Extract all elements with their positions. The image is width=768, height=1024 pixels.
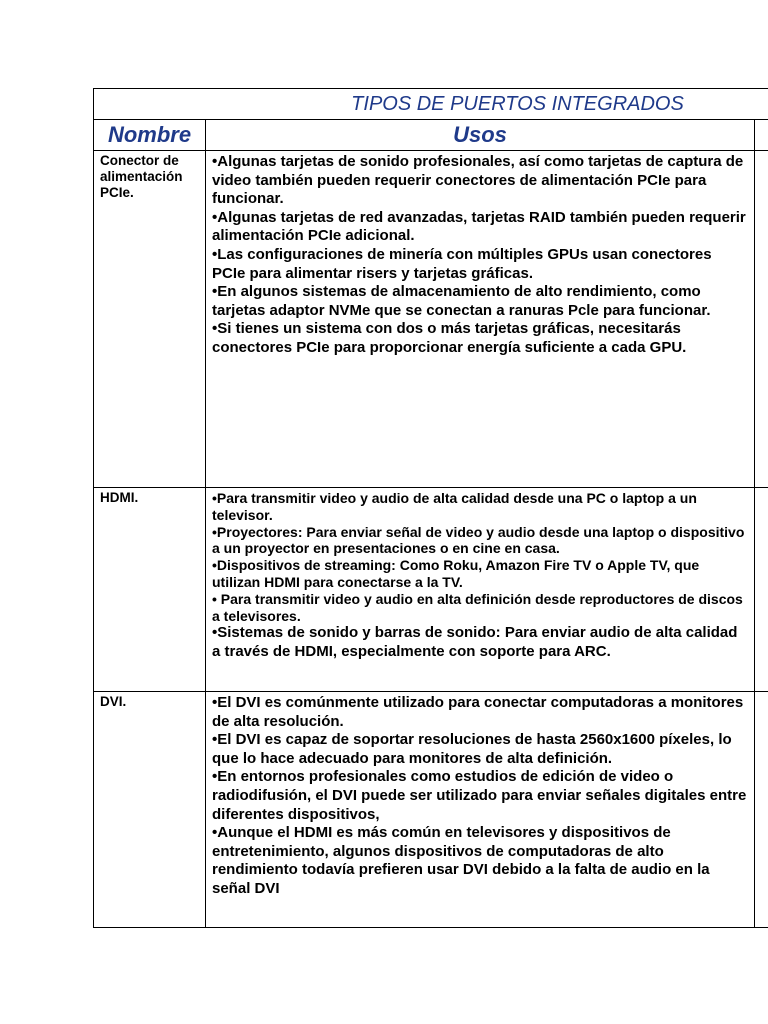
table-row — [94, 151, 768, 488]
header-name: Nombre — [94, 120, 206, 151]
table-row — [94, 692, 768, 928]
header-row — [94, 120, 768, 151]
use-item: •Dispositivos de streaming: Como Roku, Amazon Fire TV o Apple TV, que utilizan HDMI para conectarse a la TV. — [212, 557, 700, 590]
title-row — [94, 89, 768, 120]
use-item: •Las configuraciones de minería con múltiples GPUs usan conectores PCIe para alimentar risers y tarjetas gráficas. — [212, 245, 712, 282]
row-name: DVI. — [94, 692, 206, 928]
row-uses — [206, 692, 755, 928]
ports-table — [93, 88, 768, 928]
row-name: Conector de alimentación PCIe. — [94, 151, 206, 488]
use-item: •En entornos profesionales como estudios de edición de video o radiodifusión, el DVI puede ser utilizado para enviar señales digitales entre diferentes dispositivos, — [212, 768, 747, 823]
table-row — [94, 488, 768, 692]
header-extra-cell — [755, 120, 768, 151]
row-extra-cell — [755, 692, 768, 928]
row-uses — [206, 151, 755, 488]
use-item: •Sistemas de sonido y barras de sonido: Para enviar audio de alta calidad a través de HDMI, especialmente con soporte para ARC. — [212, 624, 738, 660]
row-extra-cell — [755, 151, 768, 488]
use-item: •Algunas tarjetas de red avanzadas, tarjetas RAID también pueden requerir alimentación PCIe adicional. — [212, 208, 746, 245]
use-item: •Proyectores: Para enviar señal de video y audio desde una laptop o dispositivo a un proyector en presentaciones o en cine en casa. — [212, 523, 745, 557]
use-item: • Para transmitir video y audio en alta definición desde reproductores de discos a televisores. — [212, 590, 743, 624]
row-uses — [206, 488, 755, 692]
use-item: •En algunos sistemas de almacenamiento de alto rendimiento, como tarjetas adaptor NVMe que se conectan a ranuras Pcle para funcionar. — [212, 283, 711, 319]
use-item: •El DVI es comúnmente utilizado para conectar computadoras a monitores de alta resolución. — [212, 694, 744, 730]
row-extra-cell — [755, 488, 768, 692]
use-item: •Si tienes un sistema con dos o más tarjetas gráficas, necesitarás conectores PCIe para proporcionar energía suficiente a cada GPU. — [212, 320, 687, 356]
use-item: •El DVI es capaz de soportar resoluciones de hasta 2560x1600 píxeles, lo que lo hace adecuado para monitores de alta definición. — [212, 731, 732, 767]
table-title: TIPOS DE PUERTOS INTEGRADOS — [351, 93, 684, 115]
table-title-cell — [94, 89, 768, 120]
row-name: HDMI. — [94, 488, 206, 692]
use-item: •Para transmitir video y audio de alta calidad desde una PC o laptop a un televisor. — [212, 490, 697, 523]
use-item: •Algunas tarjetas de sonido profesionales, así como tarjetas de captura de video también pueden requerir conectores de alimentación PCIe para funcionar. — [212, 153, 744, 208]
header-uses: Usos — [206, 120, 755, 151]
use-item: •Aunque el HDMI es más común en televisores y dispositivos de entretenimiento, algunos dispositivos de computadoras de alto rendimiento todavía prefieren usar DVI debido a la falta de audio en la señal DVI — [212, 824, 710, 897]
